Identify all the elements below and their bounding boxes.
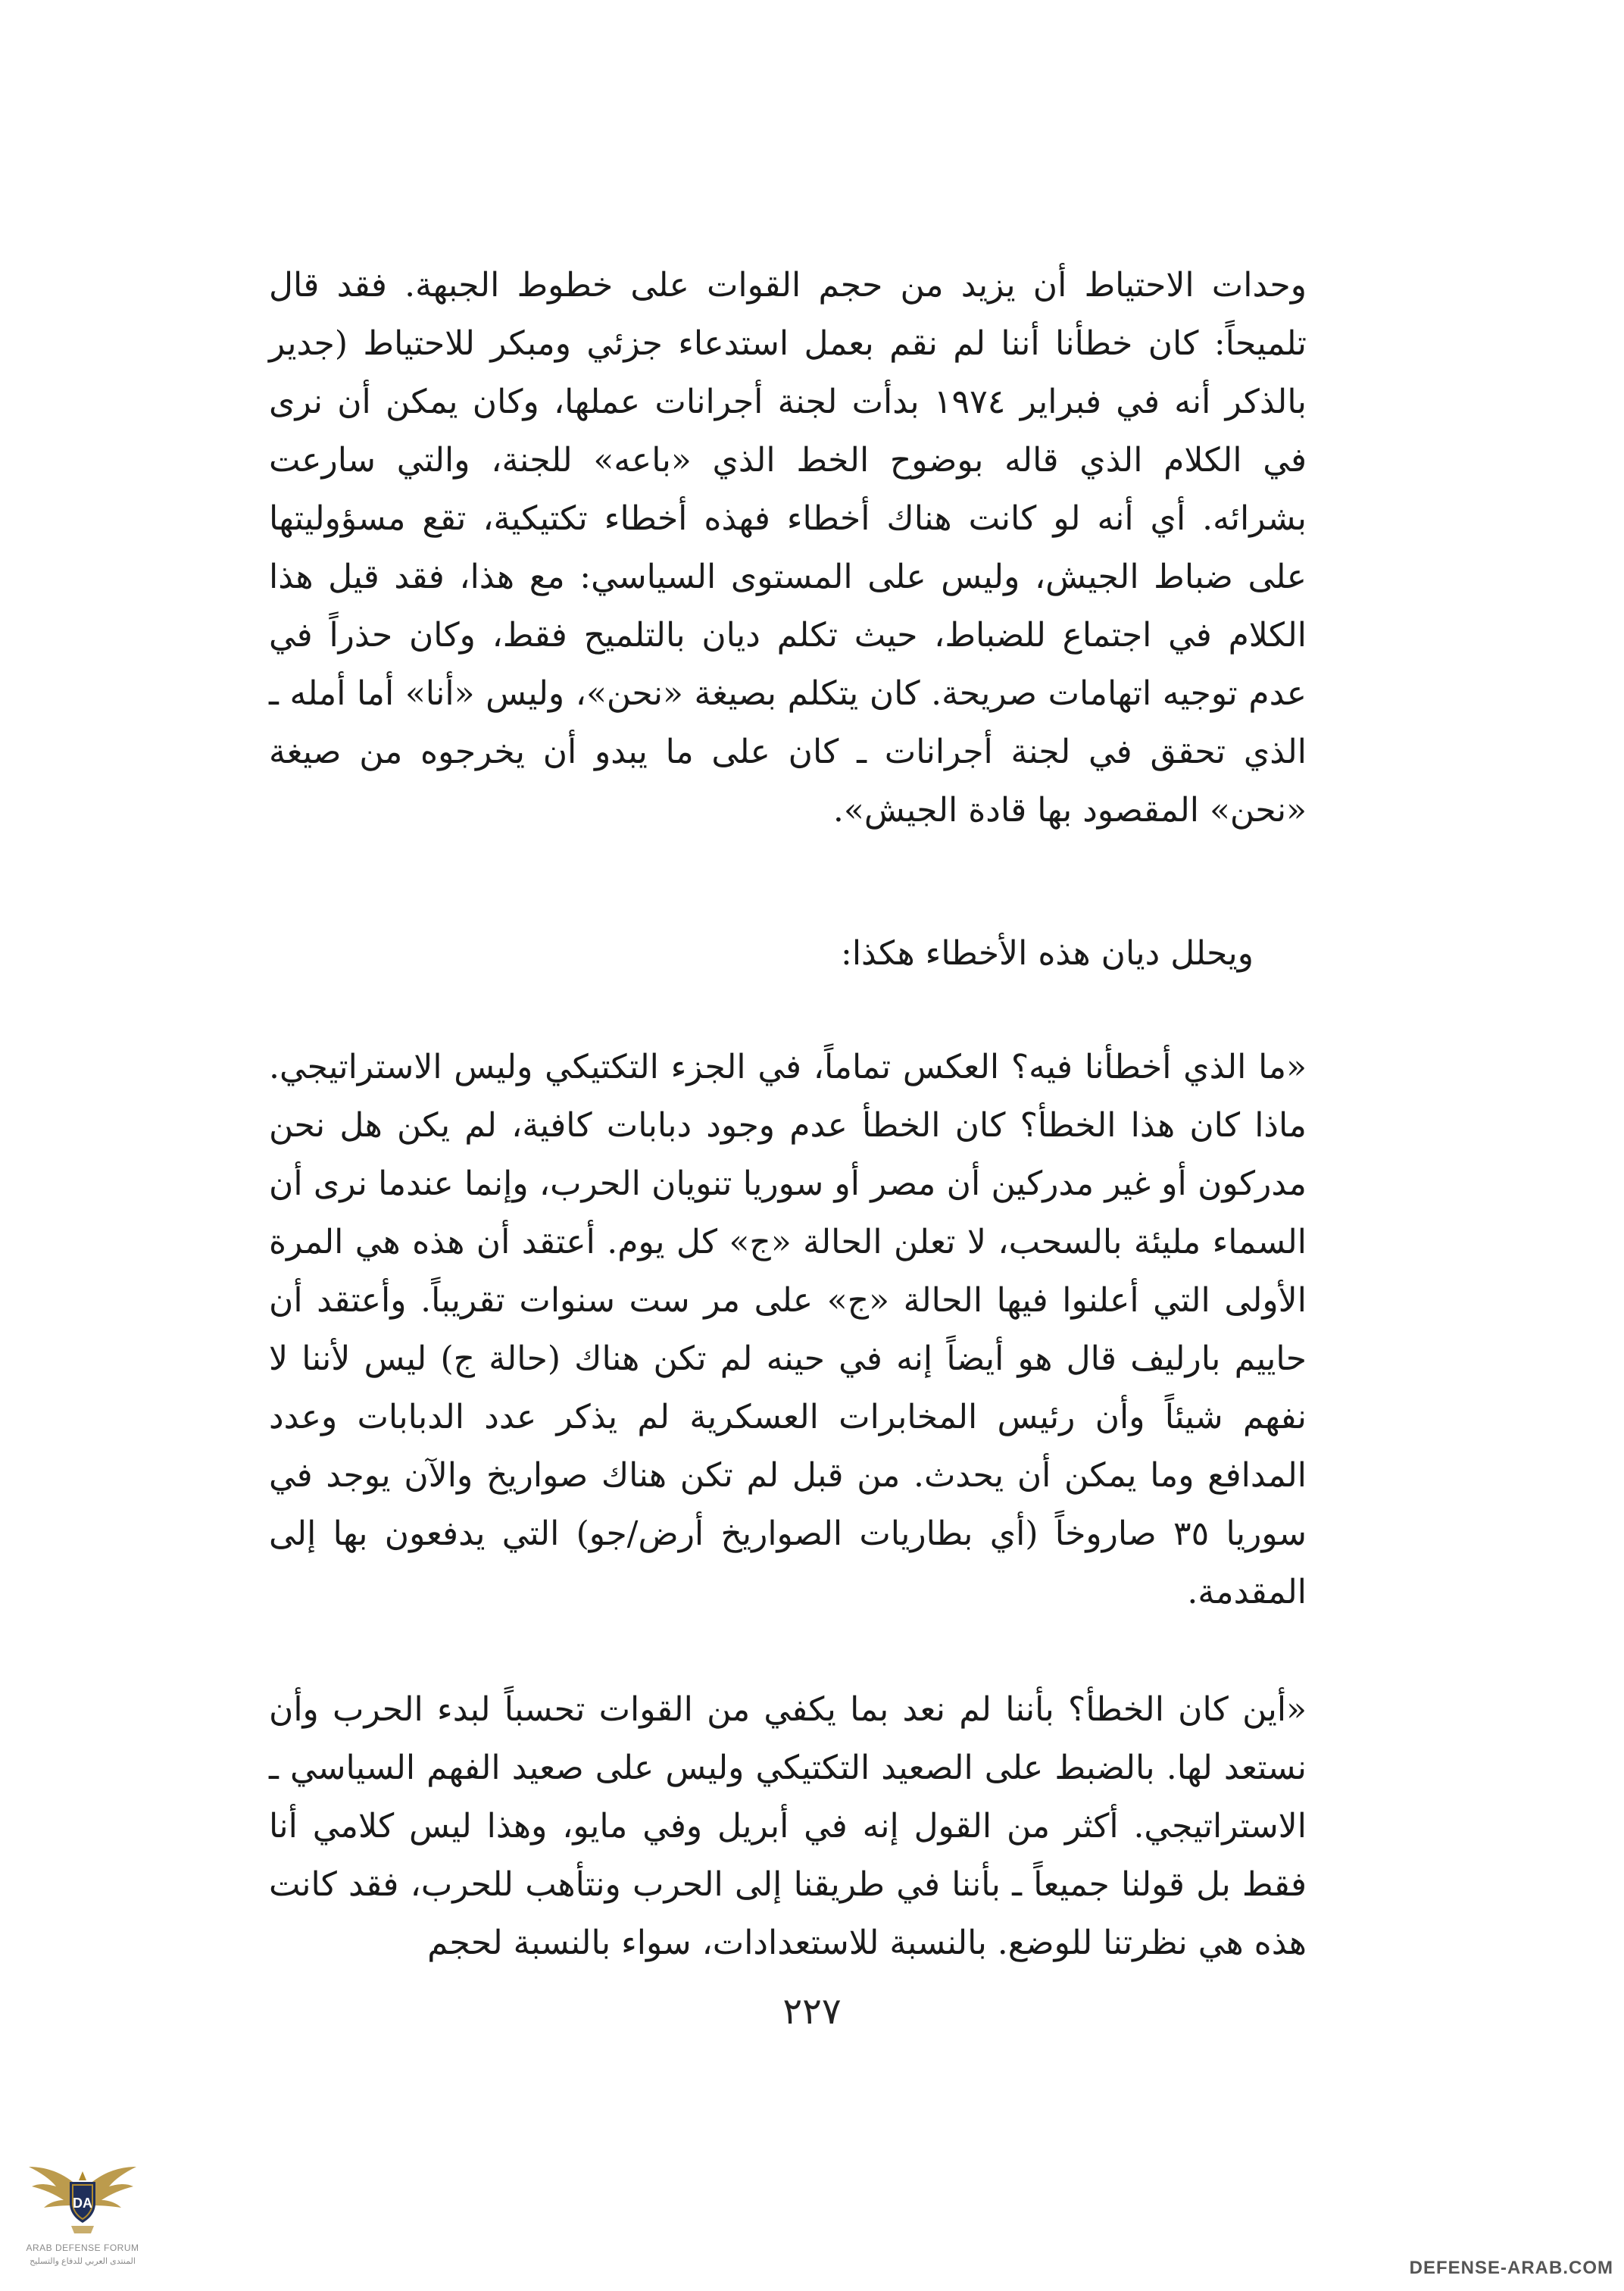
paragraph-4 <box>269 1680 1307 1972</box>
paragraph-3 <box>269 1038 1307 1621</box>
paragraph-text: ويحلل ديان هذه الأخطاء هكذا: <box>841 934 1254 973</box>
logo-mark-text: DA <box>73 2196 92 2211</box>
site-url-watermark: DEFENSE-ARAB.COM <box>1409 2258 1613 2278</box>
paragraph-text: وحدات الاحتياط أن يزيد من حجم القوات على خطوط الجبهة. فقد قال تلميحاً: كان خطأنا أننا لم نقم بعمل استدعاء جزئي ومبكر للاحتياط (جدير بالذكر أنه في فبراير ١٩٧٤ بدأت لجنة أجرانات عملها، وكان يمكن أن نرى في الكلام الذي قاله بوضوح الخط الذي «باعه» للجنة، والتي سارعت بشرائه. أي أنه لو كانت هناك أخطاء فهذه أخطاء تكتيكية، تقع مسؤوليتها على ضباط الجيش، وليس على المستوى السياسي: مع هذا، فقد قيل هذا الكلام في اجتماع للضباط، حيث تكلم ديان بالتلميح فقط، وكان حذراً في عدم توجيه اتهامات صريحة. كان يتكلم بصيغة «نحن»، وليس «أنا» أما أمله ـ الذي تحقق في لجنة أجرانات ـ كان على ما يبدو أن يخرجوه من صيغة «نحن» المقصود بها قادة الجيش». <box>269 266 1307 830</box>
forum-logo <box>26 2144 139 2280</box>
paragraph-1 <box>269 256 1307 839</box>
paragraph-text: «أين كان الخطأ؟ بأننا لم نعد بما يكفي من القوات تحسباً لبدء الحرب وأن نستعد لها. بالضبط على الصعيد التكتيكي وليس على صعيد الفهم السياسي ـ الاستراتيجي. أكثر من القول إنه في أبريل وفي مايو، وهذا ليس كلامي أنا فقط بل قولنا جميعاً ـ بأننا في طريقنا إلى الحرب ونتأهب للحرب، فقد كانت هذه هي نظرتنا للوضع. بالنسبة للاستعدادات، سواء بالنسبة لحجم <box>269 1690 1307 1962</box>
forum-name-en: ARAB DEFENSE FORUM <box>26 2243 139 2253</box>
paragraph-text: «ما الذي أخطأنا فيه؟ العكس تماماً، في الجزء التكتيكي وليس الاستراتيجي. ماذا كان هذا الخطأ؟ كان الخطأ عدم وجود دبابات كافية، لم يكن هل نحن مدركون أو غير مدركين أن مصر أو سوريا تنويان الحرب، وإنما عندما نرى أن السماء مليئة بالسحب، لا تعلن الحالة «ج» كل يوم. أعتقد أن هذه هي المرة الأولى التي أعلنوا فيها الحالة «ج» على مر ست سنوات تقريباً. وأعتقد أن حاييم بارليف قال هو أيضاً إنه في حينه لم تكن هناك (حالة ج) ليس لأننا لا نفهم شيئاً وأن رئيس المخابرات العسكرية لم يذكر عدد الدبابات وعدد المدافع وما يمكن أن يحدث. من قبل لم تكن هناك صواريخ والآن يوجد في سوريا ٣٥ صاروخاً (أي بطاريات الصواريخ أرض/جو) التي يدفعون بها إلى المقدمة. <box>269 1048 1307 1611</box>
page-number: ٢٢٧ <box>782 1990 842 2033</box>
paragraph-2 <box>269 924 1307 983</box>
eagle-wings-icon <box>26 2144 139 2243</box>
forum-name-ar: المنتدى العربي للدفاع والتسليح <box>30 2257 136 2266</box>
